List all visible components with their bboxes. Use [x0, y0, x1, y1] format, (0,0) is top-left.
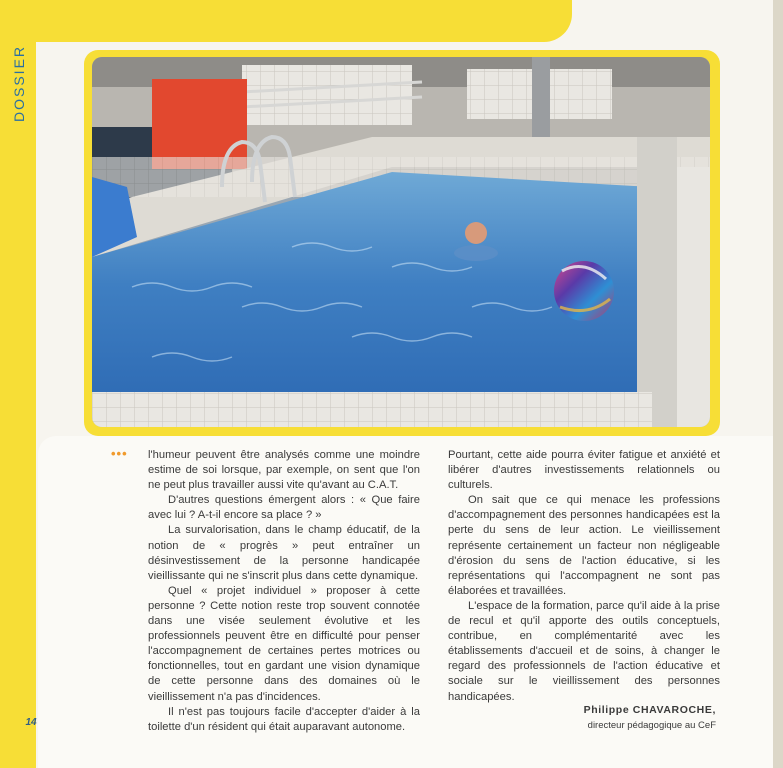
paragraph: L'espace de la formation, parce qu'il aide à la prise de recul et qu'il apporte des outils conceptuels, contribue, en complémentarité avec les établissements d'accueil et de soins, à changer le regard des professionnels de l'action éducative et sociale sur le vieillissement des personnes handicapées. — [448, 599, 720, 703]
top-yellow-band — [0, 0, 572, 42]
pool-photo — [92, 57, 710, 427]
right-column — [448, 448, 720, 705]
paragraph: Quel « projet individuel » proposer à cette personne ? Cette notion reste trop souvent connotée dans une visée seulement évolutive et les professionnels peuvent être en difficulté pour penser l'accompagnement de certaines pertes motrices ou fonctionnelles, tout en gardant une vision dynamique de cette personne dans des domaines où le vieillissement n'a pas d'incidences. — [148, 584, 420, 703]
paragraph: La survalorisation, dans le champ éducatif, de la notion de « progrès » peut entraîner un désinvestissement de la personne handicapée vieillissante qui ne s'inscrit plus dans cette dynamique. — [148, 524, 420, 582]
page-edge — [773, 0, 783, 768]
author-signature — [560, 704, 716, 731]
paragraph: l'humeur peuvent être analysés comme une moindre estime de soi lorsque, par exemple, on sent que l'on ne peut plus travailler aussi vite qu'avant au C.A.T. — [148, 449, 420, 492]
paragraph: On sait que ce qui menace les professions d'accompagnement des personnes handicapées est la perte du sens de leur action. Le vieillissement représente certainement un facteur non négligeable d'érosion du sens de l'action éducative, si les représentations qui l'accompagnent ne sont pas élaborées et travaillées. — [448, 494, 720, 597]
author-name: Philippe CHAVAROCHE, — [583, 704, 716, 716]
left-column — [148, 448, 420, 735]
section-label: DOSSIER — [11, 44, 27, 122]
author-role: directeur pédagogique au CeF — [587, 720, 716, 731]
page-number: 14 — [25, 717, 37, 728]
paragraph: Il n'est pas toujours facile d'accepter d'aider à la toilette d'un résident qui était auparavant autonome. — [148, 705, 420, 733]
paragraph: Pourtant, cette aide pourra éviter fatigue et anxiété et libérer d'autres investissements relationnels ou culturels. — [448, 449, 720, 492]
continuation-bullets: ••• — [111, 446, 128, 461]
paragraph: D'autres questions émergent alors : « Que faire avec lui ? A-t-il encore sa place ? » — [148, 494, 420, 522]
